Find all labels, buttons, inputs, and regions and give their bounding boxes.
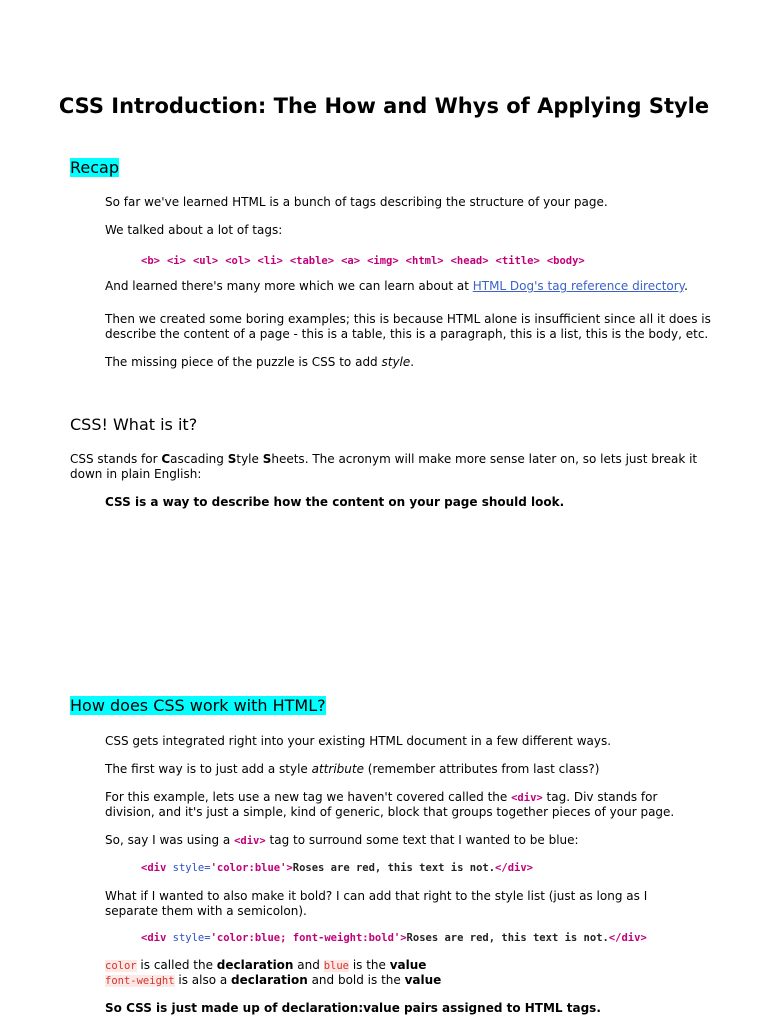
- tag-item: <html>: [405, 255, 444, 267]
- recap-paragraph-3: And learned there's many more which we can learn about at HTML Dog's tag reference directory.: [105, 279, 688, 293]
- page-title: CSS Introduction: The How and Whys of Applying Style: [58, 94, 710, 118]
- recap-paragraph-2: We talked about a lot of tags:: [105, 223, 283, 237]
- recap-paragraph-1: So far we've learned HTML is a bunch of tags describing the structure of your page.: [105, 195, 608, 209]
- what-paragraph-line-1: CSS stands for Cascading Style Sheets. The acronym will make more sense later on, so lets just break it: [70, 452, 698, 466]
- tag-item: <img>: [367, 255, 399, 267]
- how-paragraph-5-line-1: What if I wanted to also make it bold? I can add that right to the style list (just as long as I: [105, 889, 648, 903]
- code-example-2: <div style='color:blue; font-weight:bold'>Roses are red, this text is not.</div>: [141, 932, 647, 944]
- section-heading-what: CSS! What is it?: [70, 415, 198, 434]
- tag-item: <title>: [495, 255, 540, 267]
- section-heading-recap: Recap: [70, 158, 119, 177]
- recap-paragraph-4-line-2: describe the content of a page - this is a table, this is a paragraph, this is a list, this is the body, etc.: [105, 327, 709, 341]
- how-paragraph-5-line-2: separate them with a semicolon).: [105, 904, 307, 918]
- tag-item: <a>: [341, 255, 361, 267]
- recap-paragraph-5: The missing piece of the puzzle is CSS to add style.: [105, 355, 415, 369]
- what-definition: CSS is a way to describe how the content on your page should look.: [105, 495, 565, 509]
- tag-item: <body>: [546, 255, 585, 267]
- tag-item: <li>: [257, 255, 283, 267]
- declaration-line-1: color is called the declaration and blue is the value: [105, 958, 427, 972]
- tag-item: <ul>: [192, 255, 219, 267]
- how-paragraph-3-line-1: For this example, lets use a new tag we haven't covered called the <div> tag. Div stands for: [105, 790, 658, 804]
- html-dog-link[interactable]: HTML Dog's tag reference directory: [472, 279, 685, 293]
- recap-paragraph-4-line-1: Then we created some boring examples; this is because HTML alone is insufficient since all it does is: [105, 312, 711, 326]
- declaration-line-2: font-weight is also a declaration and bold is the value: [105, 973, 442, 987]
- what-paragraph-line-2: down in plain English:: [70, 467, 202, 481]
- how-paragraph-3-line-2: division, and it's just a simple, kind of generic, block that groups together pieces of your page.: [105, 805, 675, 819]
- tag-item: <ol>: [225, 255, 251, 267]
- tag-list: [141, 251, 592, 269]
- how-paragraph-4: So, say I was using a <div> tag to surround some text that I wanted to be blue:: [105, 833, 579, 847]
- how-paragraph-2: The first way is to just add a style attribute (remember attributes from last class?): [105, 762, 600, 776]
- section-heading-how: How does CSS work with HTML?: [70, 696, 326, 715]
- how-summary: So CSS is just made up of declaration:value pairs assigned to HTML tags.: [105, 1001, 601, 1015]
- tag-item: <b>: [141, 255, 160, 267]
- tag-item: <head>: [450, 255, 489, 267]
- code-example-1: <div style='color:blue'>Roses are red, this text is not.</div>: [141, 862, 533, 874]
- how-paragraph-1: CSS gets integrated right into your existing HTML document in a few different ways.: [105, 734, 612, 748]
- tag-item: <i>: [166, 255, 186, 267]
- tag-item: <table>: [289, 255, 335, 267]
